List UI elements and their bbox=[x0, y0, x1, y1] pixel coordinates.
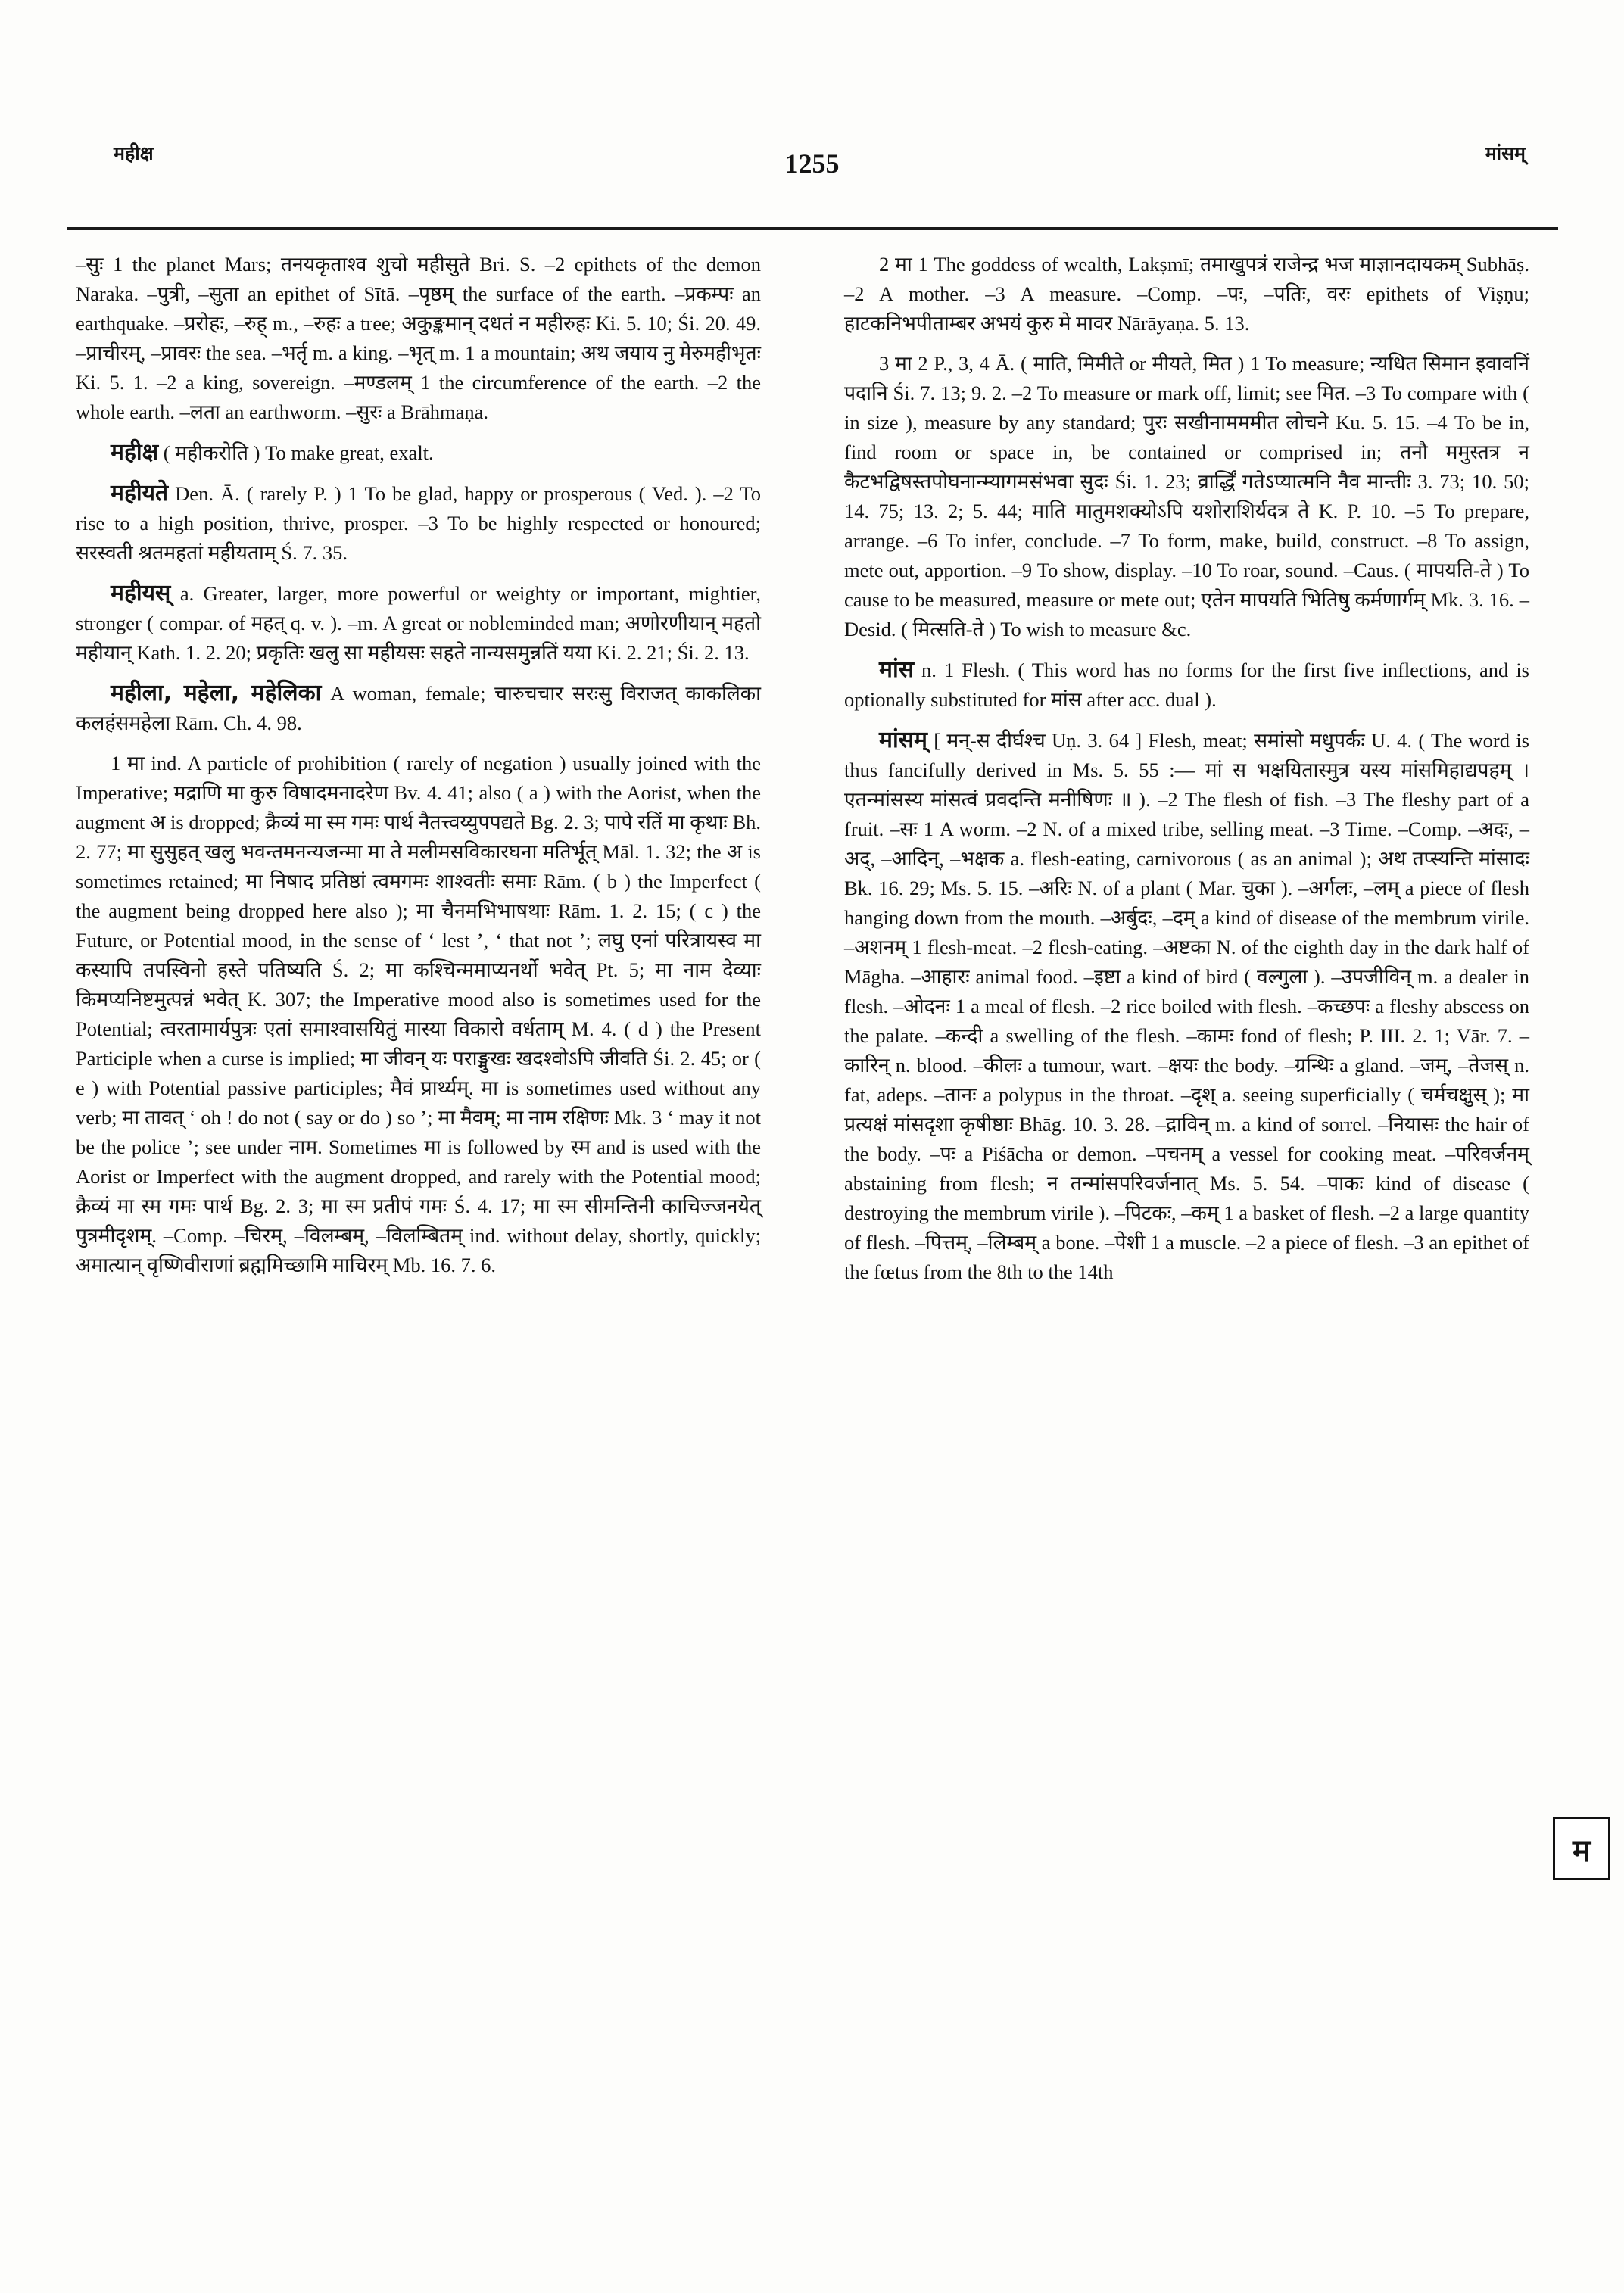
headword: महीयस् bbox=[111, 580, 171, 606]
entry-mamsa bbox=[844, 655, 1529, 715]
entry-suh: –सुः 1 the planet Mars; तनयकृताश्व शुचो महीसुते Bri. S. –2 epithets of the demon Naraka. –पुत्री, –सुता an epithet of Sītā. –पृष्ठम् the surface of the earth. –प्रकम्पः an earthquake. –प्ररोहः, –रुह् m., –रुहः a tree; अकुङ्कमान् दधतं न महीरुहः Ki. 5. 10; Śi. 20. 49. –प्राचीरम्, –प्रावरः the sea. –भर्तृ m. a king. –भृत् m. 1 a mountain; अथ जयाय नु मेरुमहीभृतः Ki. 5. 1. –2 a king, sovereign. –मण्डलम् 1 the circumference of the earth. –2 the whole earth. –लता an earthworm. –सुरः a Brāhmaṇa. bbox=[76, 253, 761, 423]
entry-body: A woman, female; चारुचचार सरःसु विराजत् काकलिका कलहंसमहेला Rām. Ch. 4. 98. bbox=[76, 682, 762, 734]
right-column bbox=[844, 250, 1529, 1298]
headword: मांस bbox=[879, 656, 914, 683]
entry-ma2: 2 मा 1 The goddess of wealth, Lakṣmī; तमाखुपत्रं राजेन्द्र भज माज्ञानदायकम् Subhāṣ. –2 A mother. –3 A measure. –Comp. –पः, –पतिः, वरः epithets of Viṣṇu; हाटकनिभपीताम्बर अभयं कुरु मे मावर Nārāyaṇa. 5. 13. bbox=[844, 253, 1529, 335]
page-number: 1255 bbox=[784, 148, 840, 179]
entry-mahila bbox=[76, 678, 761, 738]
headword: मांसम् bbox=[879, 727, 927, 753]
headword: महीला, महेला, महेलिका bbox=[111, 680, 322, 706]
entry-body: Den. Ā. ( rarely P. ) 1 To be glad, happy or prosperous ( Ved. ). –2 To rise to a high position, thrive, prosper. –3 To be highly respected or honoured; सरस्वती श्रतमहतां महीयताम् Ś. 7. 35. bbox=[76, 482, 761, 564]
entry-body: n. 1 Flesh. ( This word has no forms for the first five inflections, and is optionally substituted for मांस after acc. dual ). bbox=[844, 659, 1529, 711]
entry-mahiyate bbox=[76, 478, 761, 568]
column-divider bbox=[800, 227, 803, 2135]
left-column bbox=[76, 250, 761, 1291]
entry-mahiyas bbox=[76, 578, 761, 668]
header-right-headword: मांसम् bbox=[1485, 142, 1526, 164]
headword: महीक्ष bbox=[111, 439, 159, 466]
entry-body: [ मन्-स दीर्घश्च Uṇ. 3. 64 ] Flesh, meat; समांसो मधुपर्कः U. 4. ( The word is thus fancifully derived in Ms. 5. 55 :— मां स भक्षयितास्मुत्र यस्य मांसमिहाद्यपहम् । एतन्मांसस्य मांसत्वं प्रवदन्ति मनीषिणः ॥ ). –2 The flesh of fish. –3 The fleshy part of a fruit. –सः 1 A worm. –2 N. of a mixed tribe, selling meat. –3 Time. –Comp. –अदः, –अद्, –आदिन्, –भक्षक a. flesh-eating, carnivorous ( as an animal ); अथ तप्स्यन्ति मांसादः Bk. 16. 29; Ms. 5. 15. –अरिः N. of a plant ( Mar. चुका ). –अर्गलः, –लम् a piece of flesh hanging down from the mouth. –अर्बुदः, –दम् a kind of disease of the membrum virile. –अशनम् 1 flesh-meat. –2 flesh-eating. –अष्टका N. of the eighth day in the dark half of Māgha. –आहारः animal food. –इष्टा a kind of bird ( वल्गुला ). –उपजीविन् m. a dealer in flesh. –ओदनः 1 a meal of flesh. –2 rice boiled with flesh. –कच्छपः a fleshy abscess on the palate. –कन्दी a swelling of the flesh. –कामः fond of flesh; P. III. 2. 1; Vār. 7. –कारिन् n. blood. –कीलः a tumour, wart. –क्षयः the body. –ग्रन्थिः a gland. –जम्, –तेजस् n. fat, adeps. –तानः a polypus in the throat. –दृश् a. seeing superficially ( चर्मचक्षुस् ); मा प्रत्यक्षं मांसदृशा कृषीष्ठाः Bhāg. 10. 3. 28. –द्राविन् m. a kind of sorrel. –नियासः the hair of the body. –पः a Piśācha or demon. –पचनम् a vessel for cooking meat. –परिवर्जनम् abstaining from flesh; न तन्मांसपरिवर्जनात् Ms. 5. 54. –पाकः kind of disease ( destroying the membrum virile ). –पिटकः, –कम् 1 a basket of flesh. –2 a large quantity of flesh. –पित्तम्, –लिम्बम् a bone. –पेशी 1 a muscle. –2 a piece of flesh. –3 an epithet of the fœtus from the 8th to the 14th bbox=[844, 729, 1529, 1283]
entry-body: a. Greater, larger, more powerful or weighty or important, mightier, stronger ( compar. of महत् q. v. ). –m. A great or nobleminded man; अणोरणीयान् महतो महीयान् Kath. 1. 2. 20; प्रकृतिः खलु सा महीयसः सहते नान्यसमुन्नतिं यया Ki. 2. 21; Śi. 2. 13. bbox=[76, 582, 762, 664]
headword: महीयते bbox=[111, 480, 169, 506]
entry-body: ( महीकरोति ) To make great, exalt. bbox=[163, 441, 434, 464]
header-rule bbox=[67, 227, 1558, 230]
entry-ma3: 3 मा 2 P., 3, 4 Ā. ( माति, मिमीते or मीयते, मित ) 1 To measure; न्यधित सिमान इवावनिं पदानि Śi. 7. 13; 9. 2. –2 To measure or mark off, limit; see मित. –3 To compare with ( in size ), measure by any standard; पुरः सखीनामममीत लोचने Ku. 5. 15. –4 To be in, find room or space in, be contained or comprised in; तनौ ममुस्तत्र न कैटभद्विषस्तपोघनान्म्यागमसंभवा सुदः Śi. 1. 23; व्रार्द्धिं गतेऽप्यात्मनि नैव मान्तीः 3. 73; 10. 50; 14. 75; 13. 2; 5. 44; माति मातुमशक्योऽपि यशोराशिर्यदत्र ते K. P. 10. –5 To prepare, arrange. –6 To infer, conclude. –7 To form, make, build, construct. –8 To assign, mete out, apportion. –9 To show, display. –10 To roar, sound. –Caus. ( मापयति-ते ) To cause to be measured, measure or mete out; एतेन मापयति भितिषु कर्मणार्गम् Mk. 3. 16. –Desid. ( मित्सति-ते ) To wish to measure &c. bbox=[844, 352, 1529, 640]
entry-mamsam bbox=[844, 725, 1529, 1287]
page-header bbox=[68, 140, 1556, 201]
entry-mahikri bbox=[76, 438, 761, 468]
header-left-headword: महीक्ष bbox=[114, 142, 154, 164]
thumb-index-tab: म bbox=[1553, 1817, 1610, 1880]
entry-ma-ind: 1 मा ind. A particle of prohibition ( rarely of negation ) usually joined with the Imperative; मद्राणि मा कुरु विषादमनादरेण Bv. 4. 41; also ( a ) with the Aorist, when the augment अ is dropped; क्रैव्यं मा स्म गमः पार्थ नैतत्त्वय्युपपद्यते Bg. 2. 3; पापे रतिं मा कृथाः Bh. 2. 77; मा सुसुहत् खलु भवन्तमनन्यजन्मा मा ते मलीमसविकारघना मतिर्भूत् Māl. 1. 32; the अ is sometimes retained; मा निषाद प्रतिष्ठां त्वमगमः शाश्वतीः समाः Rām. ( b ) the Imperfect ( the augment being dropped here also ); मा चैनमभिभाषथाः Rām. 1. 2. 15; ( c ) the Future, or Potential mood, in the sense of ‘ lest ’, ‘ that not ’; लघु एनां परित्रायस्व मा कस्यापि तपस्विनो हस्ते पतिष्यति Ś. 2; मा कश्चिन्ममाप्यनर्थो भवेत् Pt. 5; मा नाम देव्याः किमप्यनिष्टमुत्पन्नं भवेत् K. 307; the Imperative mood also is sometimes used for the Potential; त्वरतामार्यपुत्रः एतां समाश्वासयितुं मास्या विकारो वर्धताम् M. 4. ( d ) the Present Participle when a curse is implied; मा जीवन् यः पराङ्मुखः खदश्वोऽपि जीवति Śi. 2. 45; or ( e ) with Potential passive participles; मैवं प्रार्थ्यम्. मा is sometimes used without any verb; मा तावत् ‘ oh ! do not ( say or do ) so ’; मा मैवम्; मा नाम रक्षिणः Mk. 3 ‘ may it not be the police ’; see under नाम. Sometimes मा is followed by स्म and is used with the Aorist or Imperfect with the augment dropped, and rarely with the Potential mood; क्रैव्यं मा स्म गमः पार्थ Bg. 2. 3; मा स्म प्रतीपं गमः Ś. 4. 17; मा स्म सीमन्तिनी काचिज्जनयेत् पुत्रमीदृशम्. –Comp. –चिरम्, –विलम्बम्, –विलम्बितम् ind. without delay, shortly, quickly; अमात्यान् वृष्णिवीराणां ब्रह्ममिच्छामि माचिरम् Mb. 16. 7. 6. bbox=[76, 752, 761, 1276]
